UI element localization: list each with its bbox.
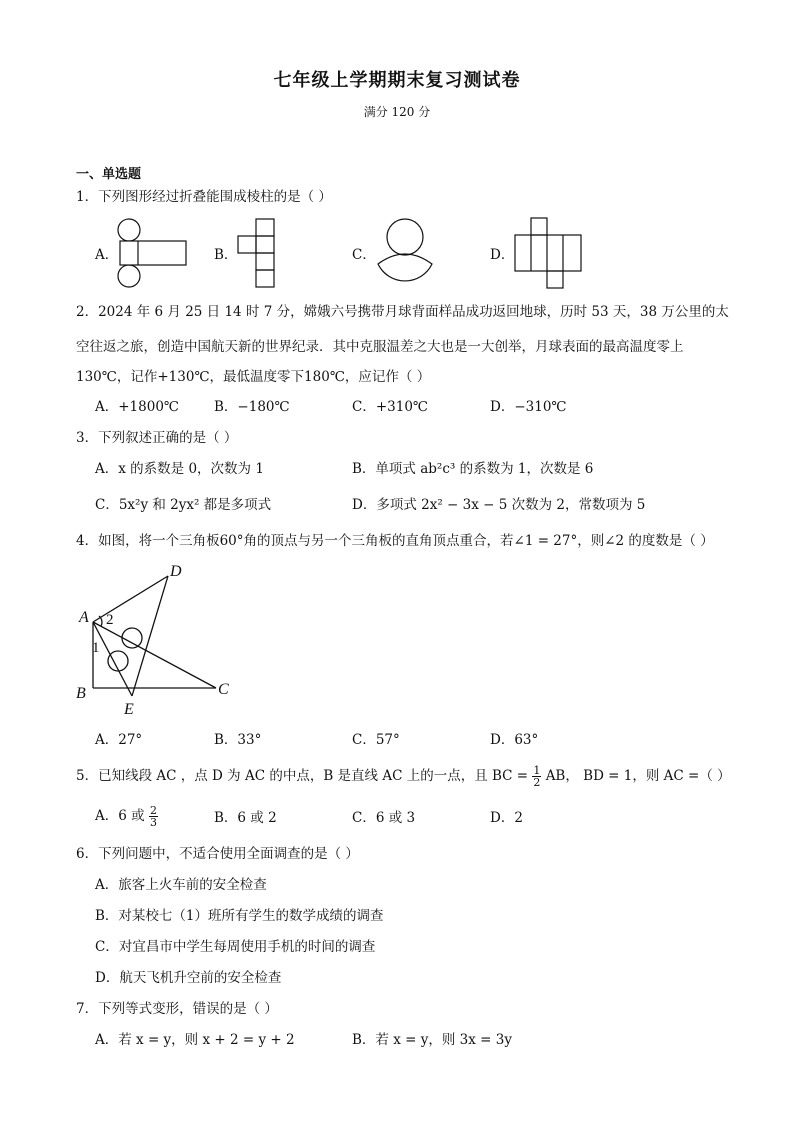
question-6-stem: 6．下列问题中，不适合使用全面调查的是（ ） — [76, 846, 359, 862]
question-2-line-3: 130℃，记作+130℃，最低温度零下180℃，应记作（ ） — [76, 369, 431, 385]
q5-option-a — [95, 805, 158, 828]
q7-option-a: A．若 x = y，则 x + 2 = y + 2 — [95, 1032, 295, 1048]
q5-option-a-numerator: 2 — [149, 804, 157, 817]
question-4-stem: 4．如图，将一个三角板60°角的顶点与另一个三角板的直角顶点重合，若∠1 = 27°，则∠2 的度数是（ ） — [76, 533, 714, 549]
q5-option-a-text: A．6 或 — [95, 808, 145, 824]
question-7-stem: 7．下列等式变形，错误的是（ ） — [76, 1001, 278, 1017]
q5-option-a-denominator: 3 — [149, 816, 157, 829]
q4-option-c: C．57° — [352, 732, 400, 748]
q2-option-a: A．+1800℃ — [95, 399, 180, 415]
q4-label-b: B — [76, 685, 86, 702]
q6-option-d: D．航天飞机升空前的安全检查 — [95, 970, 282, 986]
q4-geometry-figure — [70, 556, 240, 720]
q4-option-d: D．63° — [490, 732, 539, 748]
q2-option-d: D．−310℃ — [490, 399, 567, 415]
question-5-stem — [76, 765, 731, 788]
question-1-stem: 1．下列图形经过折叠能围成棱柱的是（ ） — [76, 189, 332, 205]
q7-option-b: B．若 x = y，则 3x = 3y — [352, 1032, 512, 1048]
q4-label-d: D — [170, 563, 182, 580]
q3-option-d: D．多项式 2x² − 3x − 5 次数为 2，常数项为 5 — [352, 497, 646, 513]
q1-figure-d — [512, 216, 584, 290]
q1-option-c-label: C． — [352, 247, 376, 263]
q1-figure-b — [236, 218, 278, 290]
q6-option-c: C．对宜昌市中学生每周使用手机的时间的调查 — [95, 939, 376, 955]
q1-figure-a — [116, 218, 190, 288]
q4-label-a: A — [79, 609, 89, 626]
q4-label-e: E — [124, 701, 134, 718]
q1-option-d-label: D． — [490, 247, 515, 263]
q5-fraction — [532, 765, 541, 788]
q5-stem-part-a: 5．已知线段 AC ，点 D 为 AC 的中点，B 是直线 AC 上的一点，且 BC = — [76, 768, 529, 784]
question-2-line-1: 2．2024 年 6 月 25 日 14 时 7 分，嫦娥六号携带月球背面样品成功返回地球，历时 53 天，38 万公里的太 — [76, 304, 729, 320]
score-info: 满分 120 分 — [363, 105, 431, 119]
q3-option-c: C．5x²y 和 2yx² 都是多项式 — [95, 497, 272, 513]
q1-option-b-label: B． — [214, 247, 238, 263]
q6-option-b: B．对某校七（1）班所有学生的数学成绩的调查 — [95, 908, 384, 924]
q2-option-b: B．−180℃ — [214, 399, 290, 415]
q4-option-a: A．27° — [95, 732, 143, 748]
q4-label-c: C — [218, 681, 229, 698]
q5-fraction-denominator: 2 — [533, 776, 541, 789]
q5-stem-part-b: AB， BD = 1，则 AC =（ ） — [545, 768, 731, 784]
q1-figure-c — [372, 218, 438, 290]
q2-option-c: C．+310℃ — [352, 399, 429, 415]
q5-option-a-fraction — [149, 805, 158, 828]
q5-option-c: C．6 或 3 — [352, 810, 416, 826]
q4-angle-2: 2 — [106, 612, 114, 628]
q5-option-b: B．6 或 2 — [214, 810, 277, 826]
q3-option-a: A．x 的系数是 0，次数为 1 — [95, 461, 264, 477]
q6-option-a: A．旅客上火车前的安全检查 — [95, 877, 267, 893]
q3-option-b: B．单项式 ab²c³ 的系数为 1，次数是 6 — [352, 461, 594, 477]
q4-angle-1: 1 — [92, 640, 100, 656]
q1-option-a-label: A． — [95, 247, 119, 263]
page-title: 七年级上学期期末复习测试卷 — [273, 70, 521, 91]
q4-option-b: B．33° — [214, 732, 262, 748]
question-2-line-2: 空往返之旅，创造中国航天新的世界纪录．其中克服温差之大也是一大创举，月球表面的最高温度零上 — [76, 339, 684, 355]
q5-option-d: D．2 — [490, 810, 523, 826]
q5-fraction-numerator: 1 — [533, 764, 541, 777]
section-heading: 一、单选题 — [76, 167, 142, 182]
question-3-stem: 3．下列叙述正确的是（ ） — [76, 430, 238, 446]
